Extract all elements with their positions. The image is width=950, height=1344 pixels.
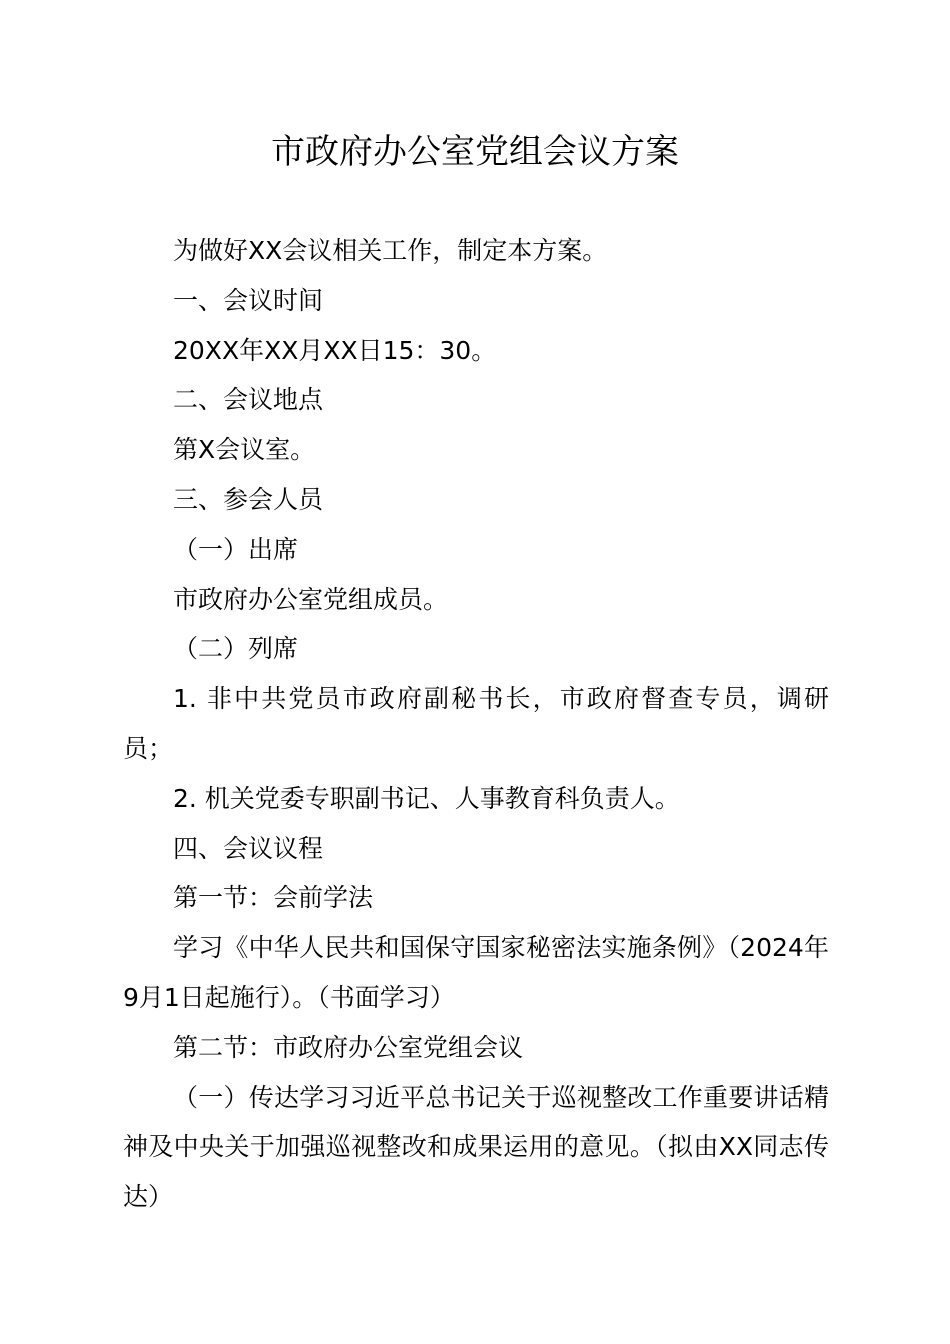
subheading-attend: （一）出席	[173, 534, 299, 564]
agenda-part-2-item-1: （一）传达学习习近平总书记关于巡视整改工作重要讲话精神及中央关于加强巡视整改和成果运用的意见。（拟由XX同志传达）	[123, 1082, 829, 1212]
section-heading-time: 一、会议时间	[173, 285, 324, 315]
agenda-part-2-heading: 第二节：市政府办公室党组会议	[173, 1032, 524, 1062]
section-heading-agenda: 四、会议议程	[173, 833, 324, 863]
document-body	[123, 226, 829, 1222]
observers-item-1: 1. 非中共党员市政府副秘书长，市政府督查专员，调研员；	[123, 684, 829, 763]
document-title: 市政府办公室党组会议方案	[271, 132, 679, 172]
observers-item-2: 2. 机关党委专职副书记、人事教育科负责人。	[173, 783, 680, 813]
section-heading-attendees: 三、参会人员	[173, 484, 324, 514]
section-heading-location: 二、会议地点	[173, 385, 324, 415]
meeting-location: 第X会议室。	[173, 435, 316, 465]
agenda-part-1-heading: 第一节：会前学法	[173, 883, 374, 913]
subheading-observers: （二）列席	[173, 634, 299, 664]
intro-paragraph: 为做好XX会议相关工作，制定本方案。	[173, 236, 608, 265]
attendees-text: 市政府办公室党组成员。	[173, 584, 449, 614]
meeting-time: 20XX年XX月XX日15：30。	[173, 335, 497, 365]
agenda-part-1-text: 学习《中华人民共和国保守国家秘密法实施条例》（2024年9月1日起施行）。（书面学习）	[123, 933, 829, 1012]
